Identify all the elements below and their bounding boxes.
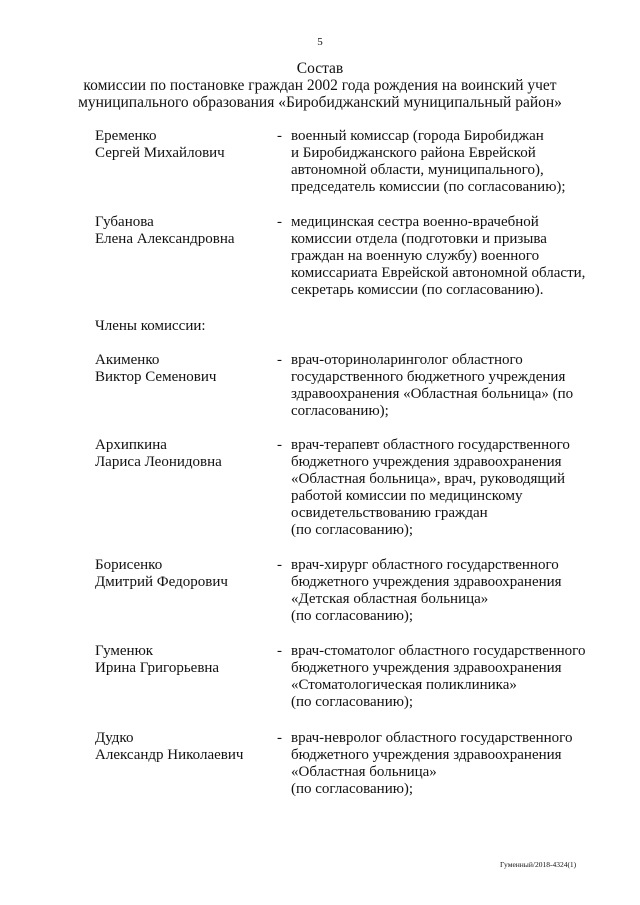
given-names: Александр Николаевич <box>95 747 244 763</box>
desc-line: граждан на военную службу) военного <box>291 248 540 264</box>
position-description <box>291 730 591 798</box>
dash: - <box>277 437 282 453</box>
person-name <box>95 557 265 591</box>
desc-line: комиссариата Еврейской автономной области, <box>291 265 586 281</box>
given-names: Виктор Семенович <box>95 369 217 385</box>
given-names: Ирина Григорьевна <box>95 660 220 676</box>
desc-line: врач-оториноларинголог областного <box>291 352 523 368</box>
person-name <box>95 352 265 386</box>
desc-line: государственного бюджетного учреждения <box>291 369 566 385</box>
title-line: комиссии по постановке граждан 2002 года рождения на воинский учет <box>83 77 557 94</box>
desc-line: военный комиссар (города Биробиджан <box>291 128 544 144</box>
given-names: Сергей Михайлович <box>95 145 225 161</box>
given-names: Елена Александровна <box>95 231 235 247</box>
desc-line: врач-хирург областного государственного <box>291 557 559 573</box>
surname: Борисенко <box>95 557 163 573</box>
desc-line: комиссии отдела (подготовки и призыва <box>291 231 547 247</box>
person-name <box>95 214 265 248</box>
desc-line: (по согласованию); <box>291 694 414 710</box>
surname: Губанова <box>95 214 154 230</box>
desc-line: бюджетного учреждения здравоохранения <box>291 574 562 590</box>
dash: - <box>277 730 282 746</box>
dash: - <box>277 643 282 659</box>
person-name <box>95 128 265 162</box>
desc-line: работой комиссии по медицинскому <box>291 488 523 504</box>
title-line: муниципального образования «Биробиджанский муниципальный район» <box>78 94 562 111</box>
given-names: Лариса Леонидовна <box>95 454 222 470</box>
person-name <box>95 730 265 764</box>
dash: - <box>277 557 282 573</box>
desc-line: бюджетного учреждения здравоохранения <box>291 454 562 470</box>
desc-line: (по согласованию); <box>291 781 414 797</box>
surname: Дудко <box>95 730 134 746</box>
dash: - <box>277 214 282 230</box>
desc-line: автономной области, муниципального), <box>291 162 544 178</box>
given-names: Дмитрий Федорович <box>95 574 228 590</box>
person-name <box>95 437 265 471</box>
position-description <box>291 643 591 711</box>
surname: Акименко <box>95 352 160 368</box>
desc-line: «Областная больница», врач, руководящий <box>291 471 565 487</box>
surname: Гуменюк <box>95 643 154 659</box>
position-description <box>291 214 591 299</box>
person-name <box>95 643 265 677</box>
desc-line: председатель комиссии (по согласованию); <box>291 179 566 195</box>
page-number: 5 <box>317 36 323 48</box>
surname: Еременко <box>95 128 157 144</box>
desc-line: (по согласованию); <box>291 608 414 624</box>
position-description <box>291 128 591 196</box>
footer-reference: Гуменный/2018-4324(1) <box>500 860 577 869</box>
desc-line: «Детская областная больница» <box>291 591 489 607</box>
desc-line: «Областная больница» <box>291 764 437 780</box>
desc-line: врач-стоматолог областного государственного <box>291 643 586 659</box>
surname: Архипкина <box>95 437 167 453</box>
document-title <box>0 60 640 111</box>
desc-line: секретарь комиссии (по согласованию). <box>291 282 544 298</box>
position-description <box>291 352 591 420</box>
desc-line: и Биробиджанского района Еврейской <box>291 145 536 161</box>
members-heading: Члены комиссии: <box>95 318 206 334</box>
dash: - <box>277 352 282 368</box>
desc-line: здравоохранения «Областная больница» (по <box>291 386 574 402</box>
desc-line: бюджетного учреждения здравоохранения <box>291 660 562 676</box>
desc-line: освидетельствованию граждан <box>291 505 488 521</box>
desc-line: врач-невролог областного государственного <box>291 730 573 746</box>
desc-line: медицинская сестра военно-врачебной <box>291 214 539 230</box>
desc-line: врач-терапевт областного государственного <box>291 437 570 453</box>
dash: - <box>277 128 282 144</box>
desc-line: «Стоматологическая поликлиника» <box>291 677 517 693</box>
position-description <box>291 557 591 625</box>
position-description <box>291 437 591 539</box>
desc-line: (по согласованию); <box>291 522 414 538</box>
desc-line: бюджетного учреждения здравоохранения <box>291 747 562 763</box>
title-line: Состав <box>296 60 344 77</box>
desc-line: согласованию); <box>291 403 389 419</box>
